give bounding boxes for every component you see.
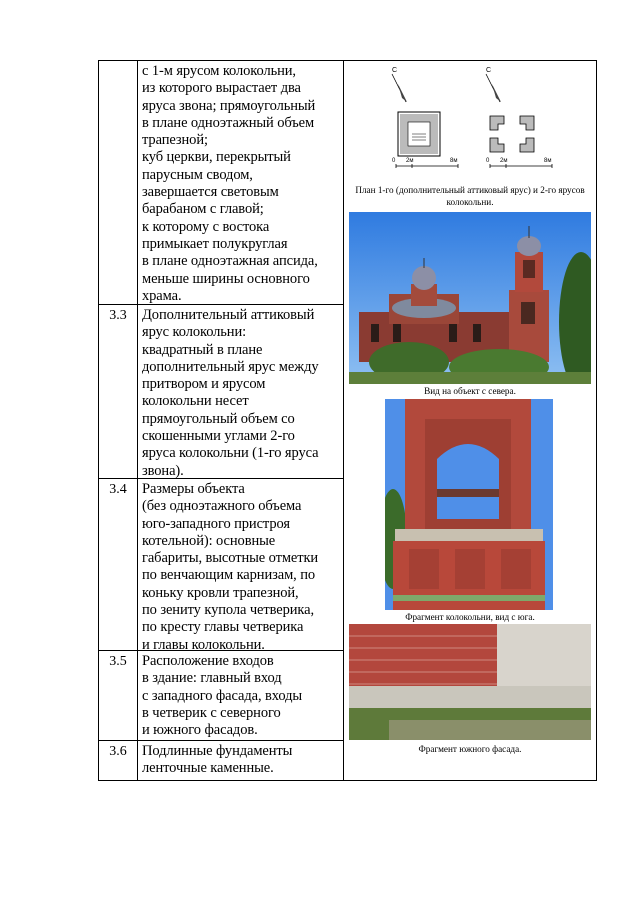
north-letter: С [486,67,492,74]
scale-label: 2м [500,158,508,164]
south-facade-caption: Фрагмент южного фасада. [418,744,522,754]
scale-label: 8м [544,158,552,164]
scale-bar [392,158,458,168]
column-divider-number [137,60,138,781]
plan-second-tier [490,116,534,152]
row-number: 3.3 [109,308,127,323]
plan-first-tier [398,112,440,156]
row-text: Размеры объекта (без одноэтажного объема юго-западного пристроя котельной): основные габариты, высотные отметки по венчающим карнизам, по коньку кровли трапезной, по зениту купола четверика, по кресту главы четверика и главы колокольни. [142,481,319,653]
plans-caption: План 1-го (дополнительный аттиковый ярус) и 2-го ярусов колокольни. [355,185,585,207]
floor-plans-drawing [346,62,594,182]
north-letter: С [392,67,398,74]
photo-north-view [349,212,591,384]
scale-label: 0 [392,158,396,164]
row-divider [98,740,343,741]
bell-tower-caption: Фрагмент колокольни, вид с юга. [405,612,535,622]
photo-south-facade [349,624,591,740]
scale-label: 0 [486,158,490,164]
north-view-caption: Вид на объект с севера. [424,386,516,396]
scale-label: 8м [450,158,458,164]
scale-label: 2м [406,158,414,164]
row-text: с 1-м ярусом колокольни, из которого вырастает два яруса звона; прямоугольный в плане одноэтажный объем трапезной; куб церкви, перекрытый парусным сводом, завершается световым барабаном с главой; к которому с востока примыкает полукруглая в плане одноэтажная апсида, меньше ширины основного храма. [142,63,318,304]
row-text: Расположение входов в здание: главный вход с западного фасада, входы в четверик с северного и южного фасадов. [142,653,303,739]
scale-bar [486,158,552,168]
column-divider-images [343,60,344,781]
north-arrow-icon [392,67,407,102]
row-text: Подлинные фундаменты ленточные каменные. [142,743,293,777]
photo-bell-tower [385,399,553,610]
row-text: Дополнительный аттиковый ярус колокольни: квадратный в плане дополнительный ярус между притвором и ярусом колокольни несет прямоугольный объем со скошенными углами 2-го яруса колокольни (1-го яруса звона). [142,307,319,479]
row-number: 3.5 [109,654,127,669]
row-number: 3.4 [109,482,127,497]
row-number: 3.6 [109,744,127,759]
north-arrow-icon [486,67,501,102]
